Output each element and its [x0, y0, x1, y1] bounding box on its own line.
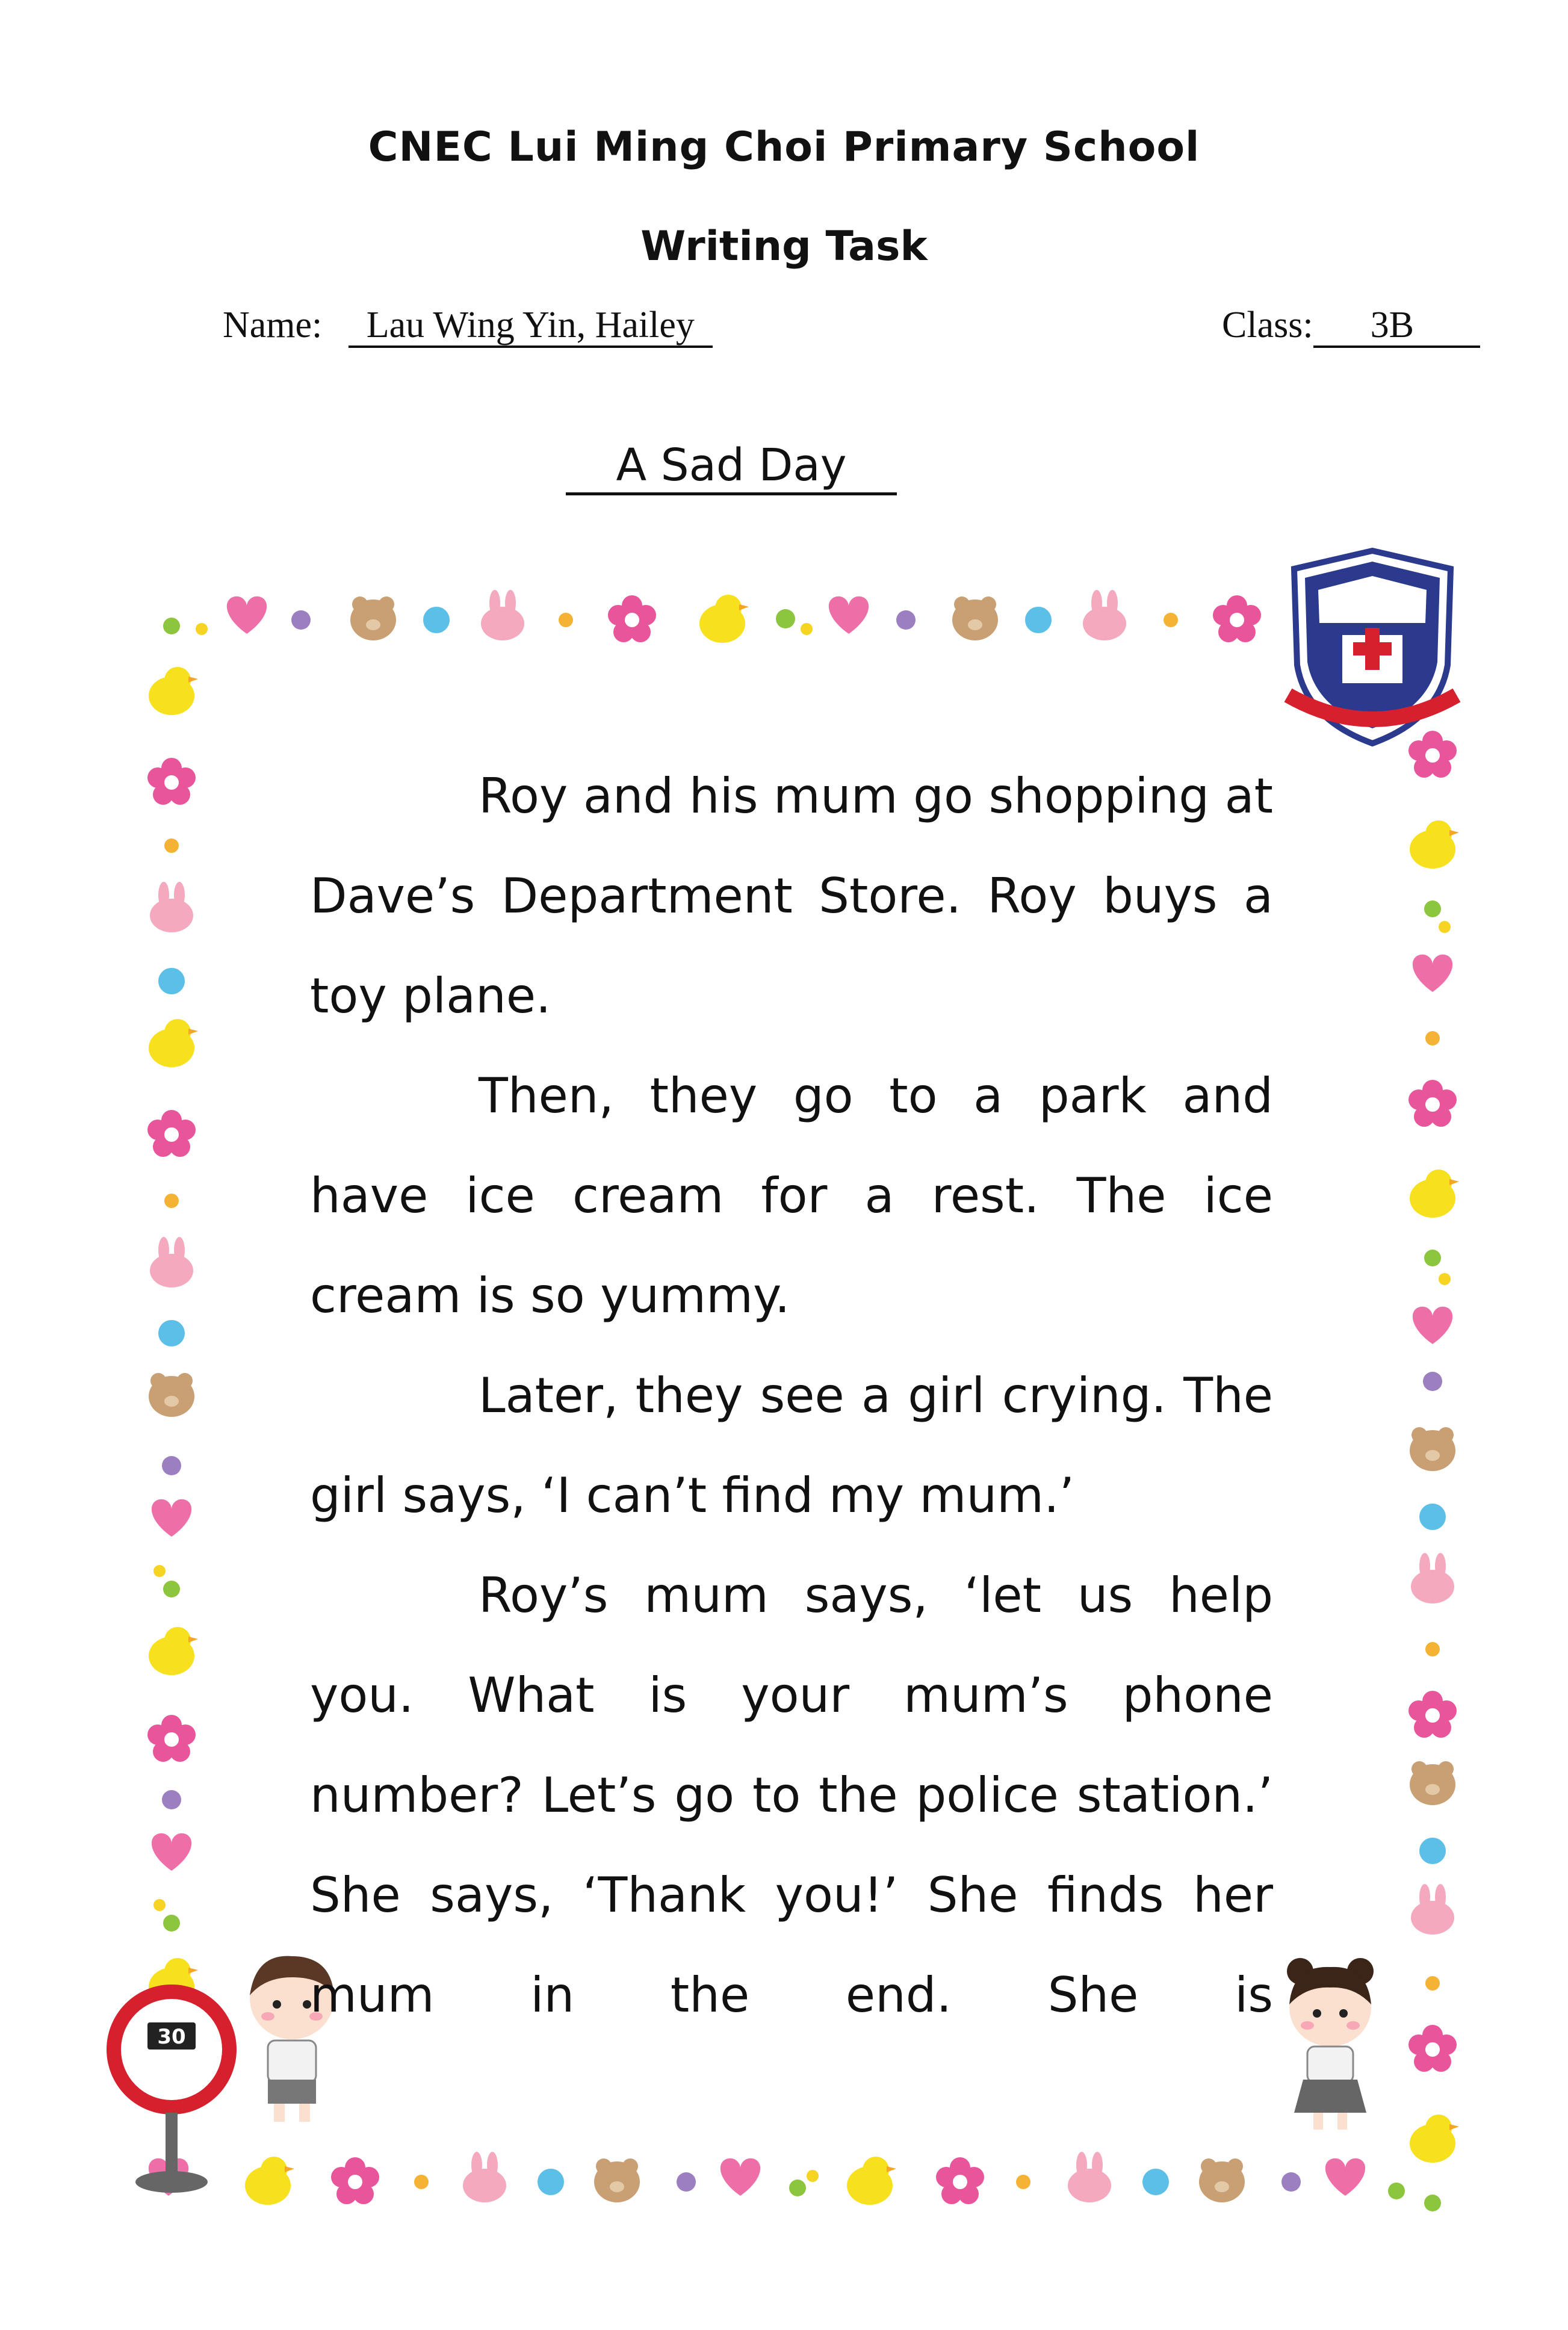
class-value: 3B — [1313, 305, 1480, 348]
essay-paragraph: Roy and his mum go shopping at Dave’s Department Store. Roy buys a toy plane. — [310, 768, 1273, 1024]
border-left — [147, 667, 198, 2006]
essay-paragraph: Later, they see a girl crying. The girl says, ‘I can’t find my mum.’ — [310, 1368, 1273, 1523]
name-label: Name: — [223, 305, 323, 345]
girl-character — [1270, 1956, 1390, 2137]
border-top — [163, 590, 1261, 643]
task-heading: Writing Task — [640, 223, 928, 270]
essay-title: A Sad Day — [566, 439, 897, 495]
name-value: Lau Wing Yin, Hailey — [349, 305, 713, 348]
school-crest-logo — [1276, 545, 1469, 755]
essay-paragraph: Then, they go to a park and have ice cream for a rest. The ice cream is so yummy. — [310, 1068, 1273, 1324]
border-bottom — [149, 2152, 1405, 2205]
border-right — [1408, 731, 1459, 2211]
class-label: Class: — [1222, 305, 1313, 345]
essay-paragraph: Roy’s mum says, ‘let us help you. What is your mum’s phone number? Let’s go to the police station.’ She says, ‘Thank you!’ She finds her mum in the end. She is — [310, 1567, 1273, 2023]
school-name: CNEC Lui Ming Choi Primary School — [368, 123, 1200, 171]
bus-stop-number: 30 — [157, 2025, 186, 2049]
essay-body — [310, 746, 1273, 2045]
bus-stop-sign — [102, 1980, 241, 2197]
